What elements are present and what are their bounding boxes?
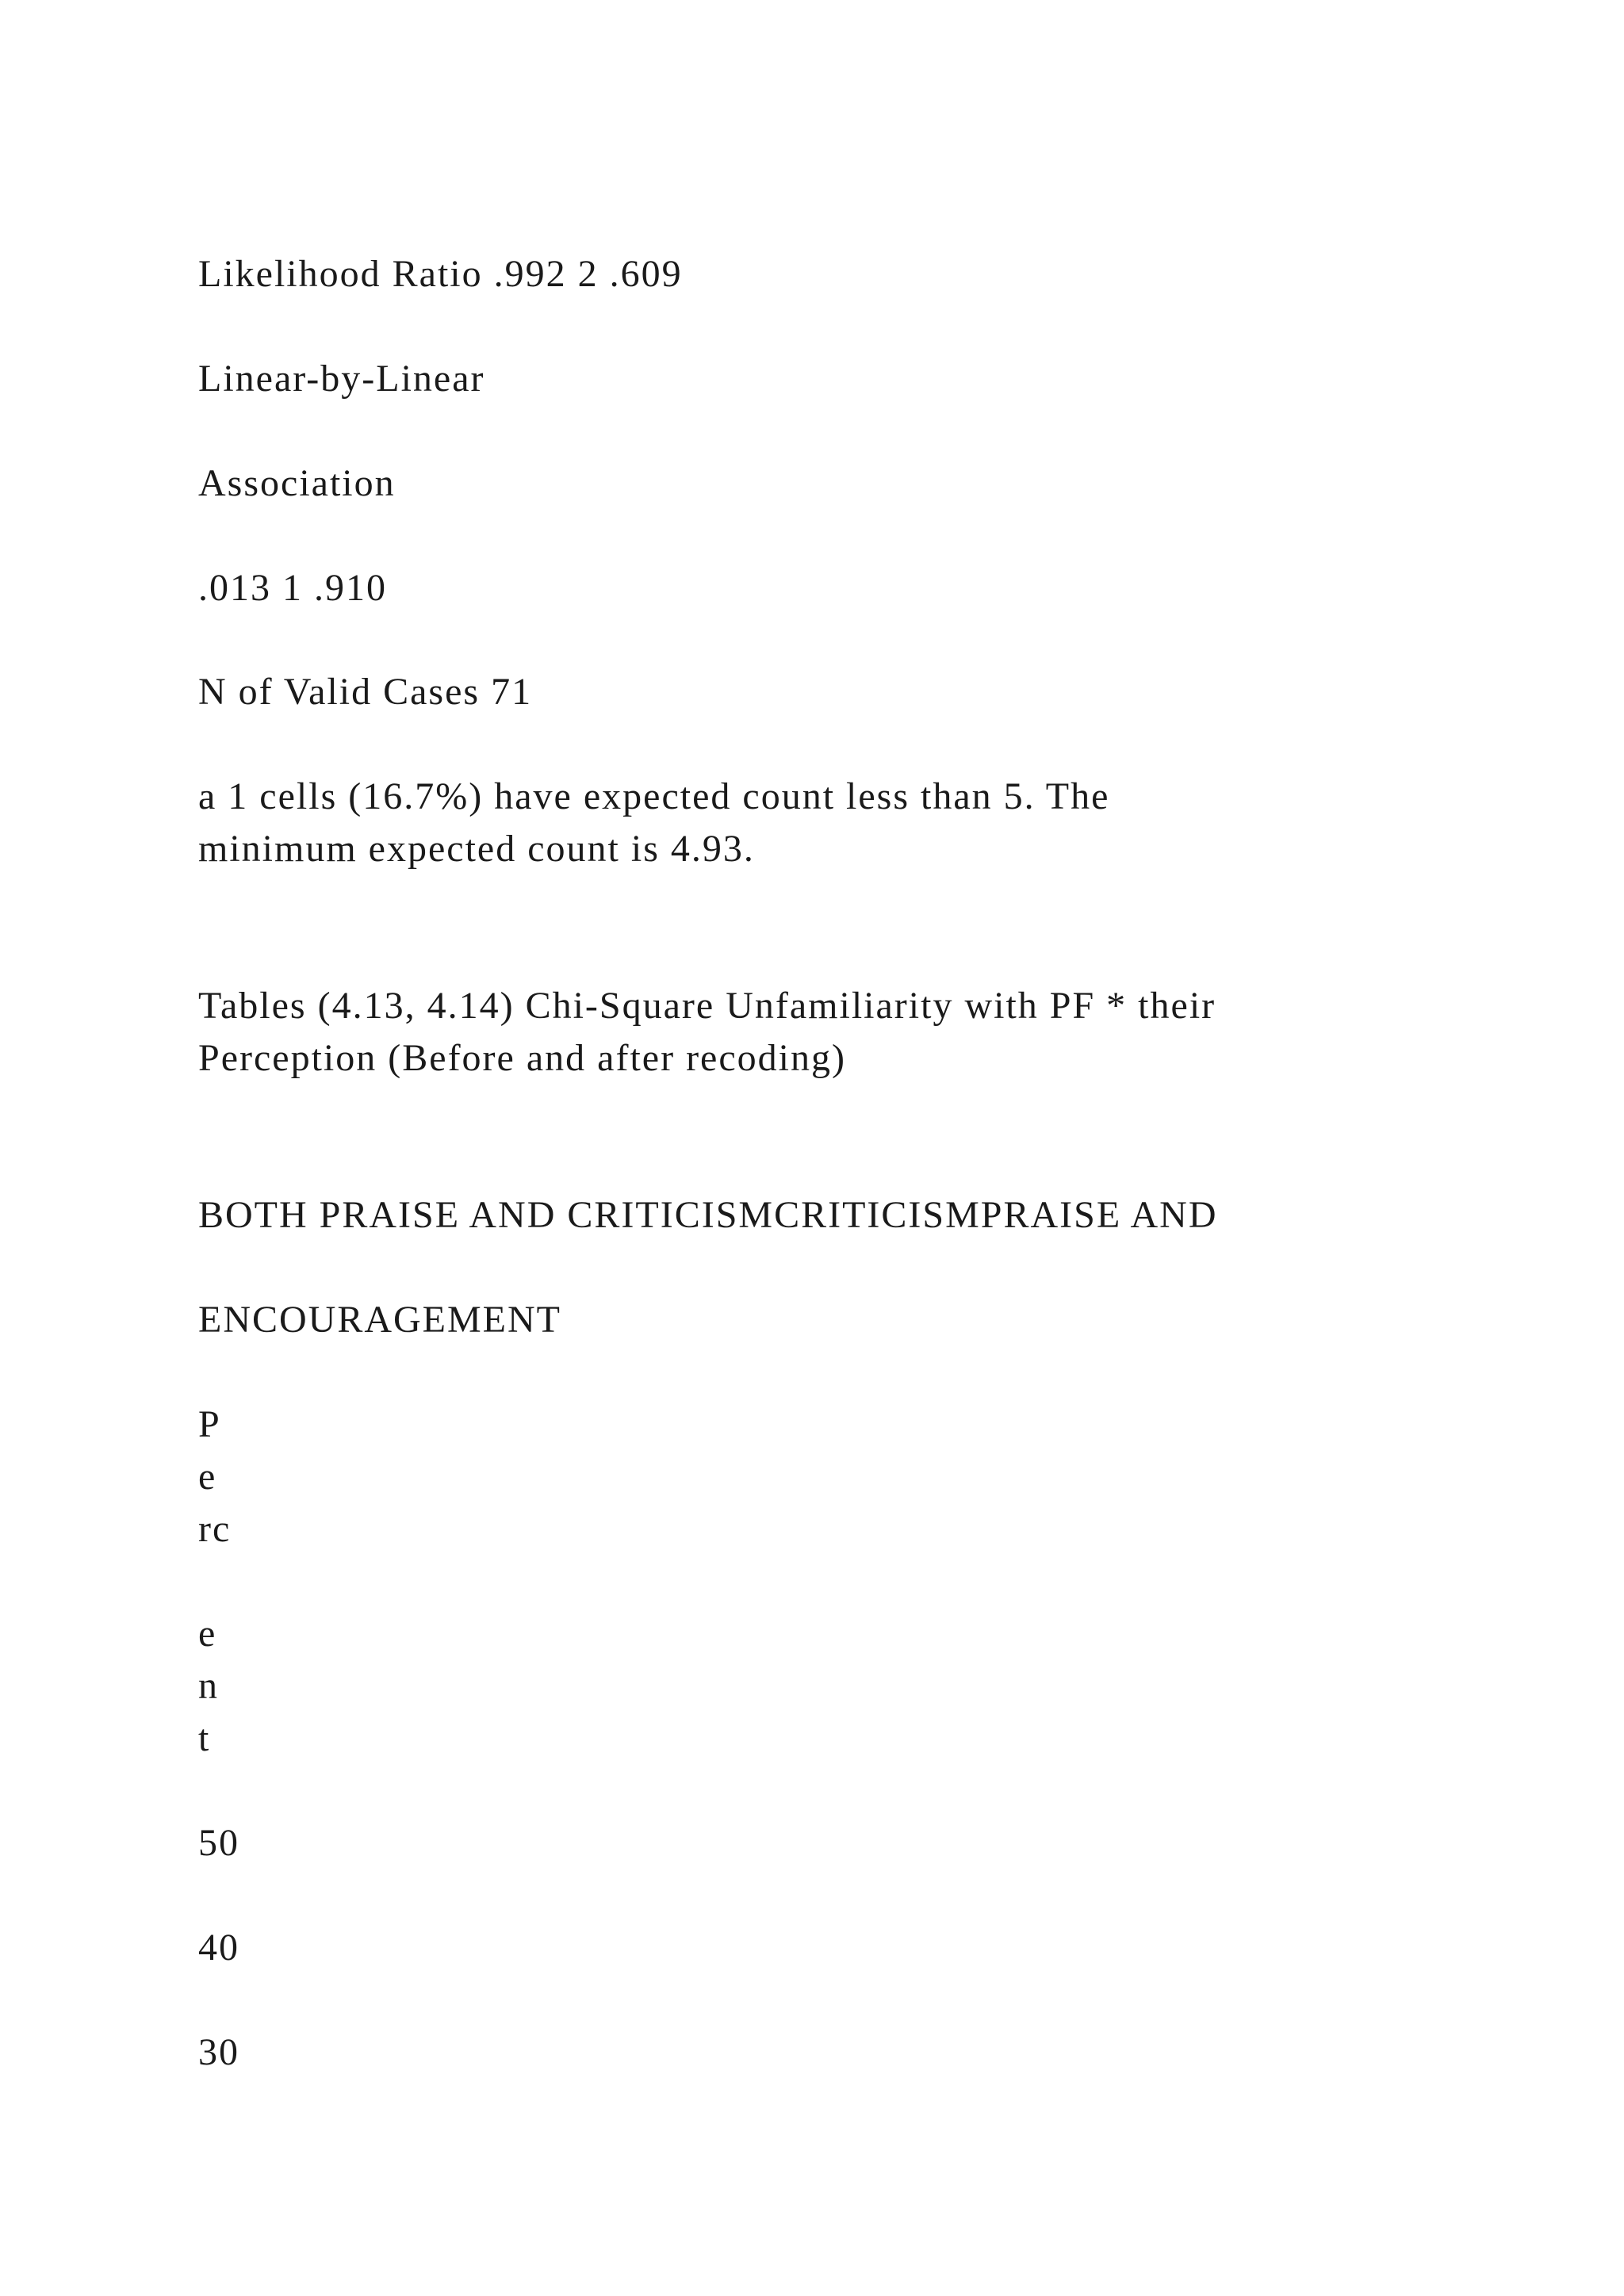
valid-cases-row: N of Valid Cases 71 <box>198 671 533 713</box>
linear-by-linear-label: Linear-by-Linear <box>198 358 485 400</box>
axis-label-fragment: rc <box>198 1508 232 1550</box>
chart-category-label-continued: ENCOURAGEMENT <box>198 1299 561 1341</box>
tick-label: 50 <box>198 1822 239 1864</box>
axis-label-fragment: P <box>198 1403 221 1445</box>
table-caption-line-1: Tables (4.13, 4.14) Chi-Square Unfamiliarity with PF * their <box>198 985 1216 1027</box>
tick-label: 30 <box>198 2031 239 2073</box>
tick-label: 40 <box>198 1927 239 1969</box>
footnote-line-2: minimum expected count is 4.93. <box>198 828 755 870</box>
association-label: Association <box>198 462 396 504</box>
table-caption-line-2: Perception (Before and after recoding) <box>198 1037 846 1079</box>
axis-label-fragment: n <box>198 1665 219 1707</box>
linear-by-linear-values: .013 1 .910 <box>198 567 387 609</box>
axis-label-fragment: e <box>198 1613 217 1655</box>
axis-label-fragment: e <box>198 1456 217 1498</box>
footnote-line-1: a 1 cells (16.7%) have expected count less than 5. The <box>198 775 1110 817</box>
axis-label-fragment: t <box>198 1717 211 1759</box>
likelihood-ratio-row: Likelihood Ratio .992 2 .609 <box>198 253 683 295</box>
chart-category-labels: BOTH PRAISE AND CRITICISMCRITICISMPRAISE AND <box>198 1194 1218 1236</box>
